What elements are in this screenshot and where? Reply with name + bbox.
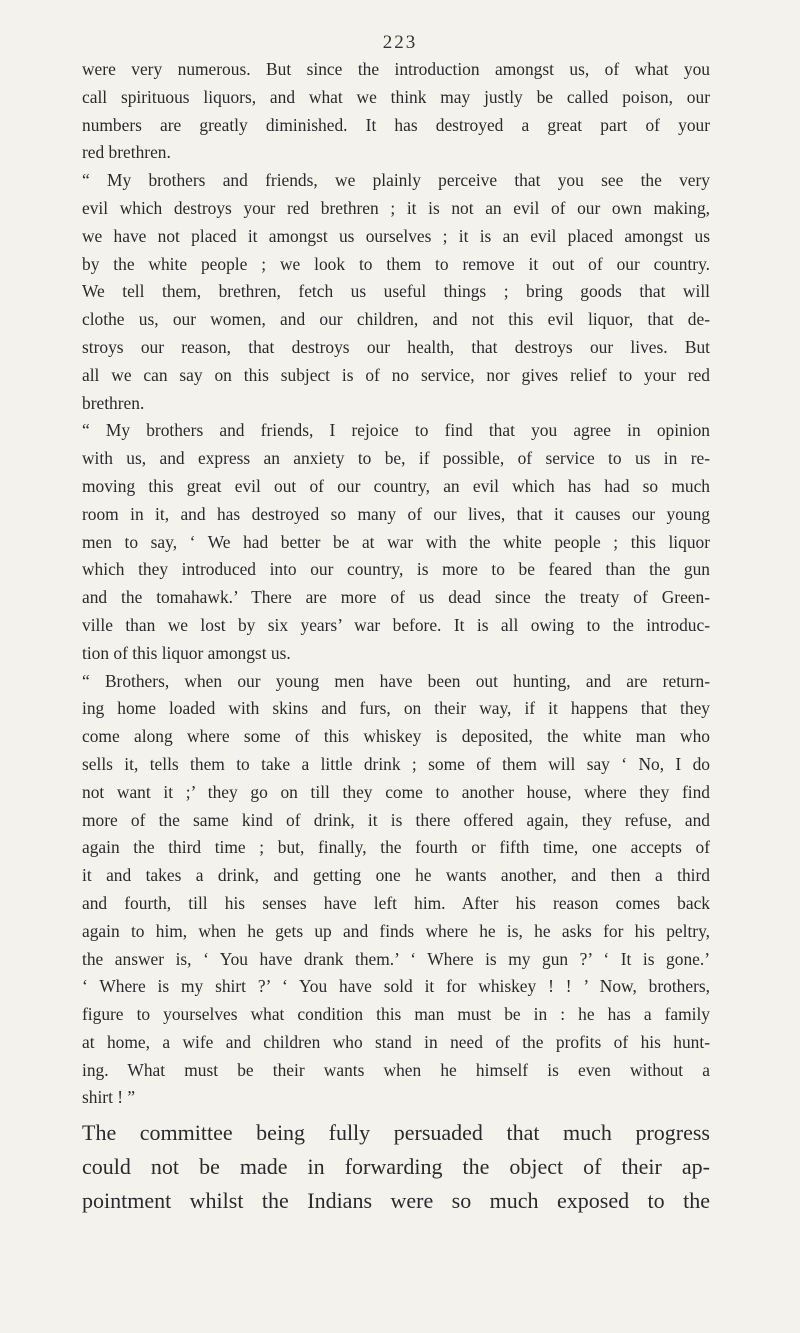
text-line: and fourth, till his senses have left him. After his reason comes back [82,892,710,913]
text-line: ing. What must be their wants when he himself is even without a [82,1059,710,1080]
text-line: and the tomahawk.’ There are more of us dead since the treaty of Green- [82,587,710,608]
text-line: numbers are greatly diminished. It has destroyed a great part of your [82,114,710,135]
text-line: again to him, when he gets up and finds where he is, he asks for his peltry, [82,920,710,941]
text-line: figure to yourselves what condition this man must be in : he has a family [82,1004,710,1025]
text-line: again the third time ; but, finally, the fourth or fifth time, one accepts of [82,837,710,858]
text-line: ‘ Where is my shirt ?’ ‘ You have sold it for whiskey ! ! ’ Now, brothers, [82,976,710,997]
text-line: all we can say on this subject is of no service, nor gives relief to your red [82,364,710,385]
page-number: 223 [382,32,418,53]
text-line: moving this great evil out of our country, an evil which has had so much [82,475,710,496]
text-line: which they introduced into our country, is more to be feared than the gun [82,559,710,580]
text-line: clothe us, our women, and our children, and not this evil liquor, that de- [82,309,710,330]
closing-text-line: pointment whilst the Indians were so much exposed to the [82,1188,710,1214]
text-line: at home, a wife and children who stand in need of the profits of his hunt- [82,1031,710,1052]
closing-text-line: The committee being fully persuaded that much progress [82,1120,710,1146]
text-line: more of the same kind of drink, it is there offered again, they refuse, and [82,809,710,830]
text-line: shirt ! ” [82,1087,136,1108]
text-line: we have not placed it amongst us ourselves ; it is an evil placed amongst us [82,225,710,246]
text-line: ing home loaded with skins and furs, on their way, if it happens that they [82,698,710,719]
text-line: were very numerous. But since the introduction amongst us, of what you [82,59,710,79]
text-line: stroys our reason, that destroys our health, that destroys our lives. But [82,336,710,357]
closing-text-line: could not be made in forwarding the object of their ap- [82,1154,710,1180]
text-line: “ Brothers, when our young men have been out hunting, and are return- [82,670,710,691]
text-line: call spirituous liquors, and what we think may justly be called poison, our [82,86,710,107]
text-line: men to say, ‘ We had better be at war with the white people ; this liquor [82,531,710,552]
text-line: ville than we lost by six years’ war before. It is all owing to the introduc- [82,614,710,635]
text-line: room in it, and has destroyed so many of our lives, that it causes our young [82,503,710,524]
text-line: the answer is, ‘ You have drank them.’ ‘ Where is my gun ?’ ‘ It is gone.’ [82,948,710,969]
text-line: with us, and express an anxiety to be, if possible, of service to us in re- [82,448,710,469]
text-line: by the white people ; we look to them to remove it out of our country. [82,253,710,274]
text-line: red brethren. [82,142,171,163]
text-line: tion of this liquor amongst us. [82,642,291,663]
text-line: brethren. [82,392,145,413]
text-line: evil which destroys your red brethren ; it is not an evil of our own making, [82,197,710,218]
page-body [82,56,710,1218]
text-line: “ My brothers and friends, I rejoice to find that you agree in opinion [82,420,710,441]
text-line: come along where some of this whiskey is deposited, the white man who [82,726,710,747]
text-line: “ My brothers and friends, we plainly perceive that you see the very [82,170,710,191]
text-line: sells it, tells them to take a little drink ; some of them will say ‘ No, I do [82,753,710,774]
text-line: not want it ;’ they go on till they come to another house, where they find [82,781,710,802]
text-line: We tell them, brethren, fetch us useful things ; bring goods that will [82,281,710,302]
text-line: it and takes a drink, and getting one he wants another, and then a third [82,865,710,886]
